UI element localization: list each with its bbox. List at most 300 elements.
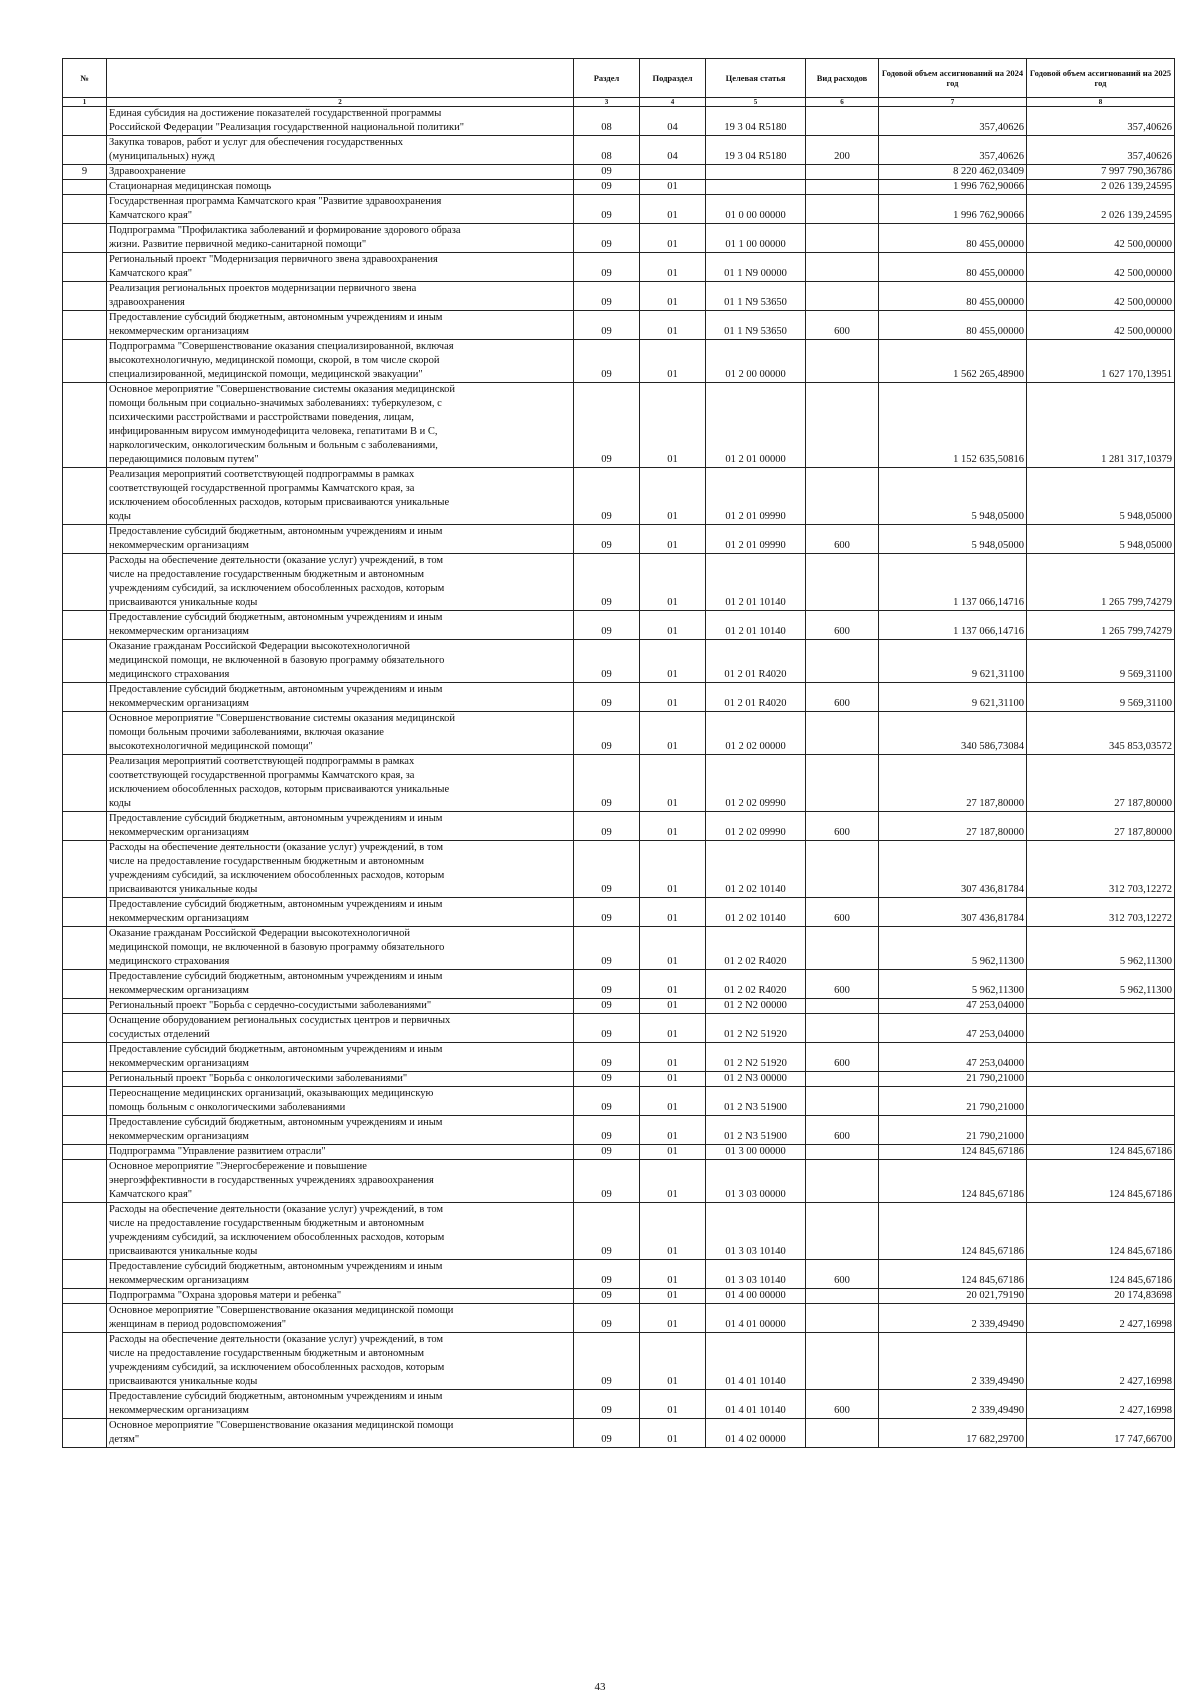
target-article-code: 01 2 N2 51920 [706,1014,806,1043]
section-code: 08 [574,107,640,136]
expense-type-code [806,1087,879,1116]
subsection-code: 01 [640,1203,706,1260]
item-name-line: жизни. Развитие первичной медико-санитарной помощи" [109,239,367,250]
table-row [63,841,1175,898]
amount-2024: 2 339,49490 [879,1333,1027,1390]
item-name [107,195,574,224]
target-article-code: 01 3 03 10140 [706,1260,806,1289]
amount-2025: 357,40626 [1027,136,1175,165]
expense-type-code [806,841,879,898]
item-name [107,970,574,999]
subsection-code: 01 [640,1072,706,1087]
amount-2025: 124 845,67186 [1027,1203,1175,1260]
amount-2025: 42 500,00000 [1027,224,1175,253]
expense-type-code [806,282,879,311]
section-code: 09 [574,1116,640,1145]
subsection-code: 01 [640,611,706,640]
section-code: 09 [574,640,640,683]
item-name-line: высокотехнологичной медицинской помощи" [109,741,313,752]
amount-2024: 357,40626 [879,136,1027,165]
item-name-line: сосудистых отделений [109,1029,210,1040]
subsection-code: 01 [640,1014,706,1043]
row-number [63,224,107,253]
amount-2025: 42 500,00000 [1027,253,1175,282]
table-row [63,165,1175,180]
item-name [107,1087,574,1116]
item-name-line: Предоставление субсидий бюджетным, автономным учреждениям и иным [109,1261,443,1272]
amount-2024: 5 962,11300 [879,970,1027,999]
amount-2024: 47 253,04000 [879,1043,1027,1072]
amount-2025: 9 569,31100 [1027,683,1175,712]
table-row [63,1160,1175,1203]
item-name-line: некоммерческим организациям [109,827,249,838]
item-name-line: детям" [109,1434,140,1445]
item-name [107,1333,574,1390]
row-number [63,468,107,525]
item-name-line: (муниципальных) нужд [109,151,215,162]
item-name-line: высокотехнологичную, медицинской помощи, скорой, в том числе скорой [109,355,440,366]
table-row [63,468,1175,525]
item-name-line: числе на предоставление государственным бюджетным и автономным [109,856,425,867]
item-name-line: Предоставление субсидий бюджетным, автономным учреждениям и иным [109,312,443,323]
row-number [63,253,107,282]
item-name-line: Государственная программа Камчатского края "Развитие здравоохранения [109,196,442,207]
amount-2024: 1 137 066,14716 [879,554,1027,611]
target-article-code: 01 2 01 R4020 [706,640,806,683]
target-article-code: 01 3 03 00000 [706,1160,806,1203]
row-number [63,282,107,311]
item-name-line: Региональный проект "Борьба с сердечно-сосудистыми заболеваниями" [109,1000,432,1011]
budget-table-sheet [62,58,1174,1448]
section-code: 09 [574,383,640,468]
target-article-code: 01 2 02 R4020 [706,927,806,970]
subsection-code: 01 [640,340,706,383]
row-number [63,1072,107,1087]
target-article-code: 01 1 N9 53650 [706,282,806,311]
item-name [107,1116,574,1145]
section-code: 09 [574,999,640,1014]
target-article-code: 01 2 01 R4020 [706,683,806,712]
amount-2025: 2 427,16998 [1027,1390,1175,1419]
section-code: 09 [574,1419,640,1448]
row-number [63,340,107,383]
subsection-code: 01 [640,253,706,282]
item-name-line: Предоставление субсидий бюджетным, автономным учреждениям и иным [109,526,443,537]
table-row [63,611,1175,640]
item-name [107,468,574,525]
item-name-line: присваиваются уникальные коды [109,1376,258,1387]
subsection-code: 01 [640,1304,706,1333]
row-number [63,1390,107,1419]
amount-2024: 307 436,81784 [879,841,1027,898]
expense-type-code: 600 [806,1390,879,1419]
subsection-code: 01 [640,1260,706,1289]
row-number [63,383,107,468]
row-number [63,812,107,841]
section-code: 09 [574,554,640,611]
item-name-line: медицинского страхования [109,669,230,680]
item-name-line: учреждениям субсидий, за исключением обособленных расходов, которым [109,583,445,594]
target-article-code: 01 1 N9 53650 [706,311,806,340]
item-name [107,165,574,180]
amount-2024: 5 948,05000 [879,468,1027,525]
header-allocation-2025: Годовой объем ассигнований на 2025 год [1027,59,1175,98]
subsection-code: 01 [640,999,706,1014]
row-number [63,136,107,165]
item-name-line: исключением обособленных расходов, которым присваиваются уникальные [109,497,450,508]
item-name [107,1014,574,1043]
expense-type-code [806,712,879,755]
expense-type-code [806,195,879,224]
item-name [107,180,574,195]
amount-2025: 27 187,80000 [1027,755,1175,812]
item-name-line: энергоэффективности в государственных учреждениях здравоохранения [109,1175,434,1186]
item-name-line: Здравоохранение [109,166,186,177]
subsection-code: 01 [640,180,706,195]
amount-2025: 2 427,16998 [1027,1304,1175,1333]
expense-type-code [806,927,879,970]
row-number [63,1116,107,1145]
target-article-code: 01 4 01 10140 [706,1390,806,1419]
subsection-code: 04 [640,136,706,165]
subsection-code: 01 [640,1419,706,1448]
amount-2025: 7 997 790,36786 [1027,165,1175,180]
target-article-code: 01 2 02 00000 [706,712,806,755]
section-code: 09 [574,1043,640,1072]
expense-type-code: 600 [806,1260,879,1289]
target-article-code: 01 2 01 10140 [706,554,806,611]
item-name [107,898,574,927]
item-name-line: некоммерческим организациям [109,1405,249,1416]
item-name-line: Реализация мероприятий соответствующей подпрограммы в рамках [109,469,415,480]
column-number: 1 [63,98,107,107]
expense-type-code: 600 [806,970,879,999]
expense-type-code [806,180,879,195]
subsection-code: 01 [640,927,706,970]
amount-2024: 80 455,00000 [879,224,1027,253]
table-row [63,1014,1175,1043]
amount-2024: 124 845,67186 [879,1203,1027,1260]
item-name [107,383,574,468]
section-code: 09 [574,525,640,554]
item-name-line: коды [109,511,131,522]
amount-2024: 2 339,49490 [879,1390,1027,1419]
item-name-line: некоммерческим организациям [109,913,249,924]
subsection-code: 01 [640,683,706,712]
amount-2024: 17 682,29700 [879,1419,1027,1448]
row-number [63,1203,107,1260]
row-number [63,898,107,927]
item-name [107,1203,574,1260]
item-name-line: Российской Федерации "Реализация государственной национальной политики" [109,122,465,133]
amount-2025: 1 265 799,74279 [1027,611,1175,640]
table-row [63,970,1175,999]
amount-2024: 1 996 762,90066 [879,180,1027,195]
row-number [63,712,107,755]
amount-2024: 80 455,00000 [879,311,1027,340]
amount-2024: 340 586,73084 [879,712,1027,755]
item-name-line: помощи больным при социально-значимых заболеваниях: туберкулезом, с [109,398,442,409]
amount-2024: 8 220 462,03409 [879,165,1027,180]
item-name-line: соответствующей государственной программы Камчатского края, за [109,770,415,781]
row-number [63,311,107,340]
row-number [63,683,107,712]
item-name-line: Основное мероприятие "Совершенствование оказания медицинской помощи [109,1305,454,1316]
table-row [63,282,1175,311]
item-name [107,1419,574,1448]
column-number: 2 [107,98,574,107]
subsection-code: 01 [640,1087,706,1116]
section-code: 09 [574,712,640,755]
item-name-line: Расходы на обеспечение деятельности (оказание услуг) учреждений, в том [109,1204,444,1215]
expense-type-code [806,165,879,180]
target-article-code: 01 2 01 00000 [706,383,806,468]
item-name-line: Переоснащение медицинских организаций, оказывающих медицинскую [109,1088,434,1099]
item-name-line: присваиваются уникальные коды [109,597,258,608]
subsection-code: 01 [640,468,706,525]
subsection-code: 04 [640,107,706,136]
subsection-code: 01 [640,755,706,812]
row-number [63,970,107,999]
amount-2024: 21 790,21000 [879,1087,1027,1116]
expense-type-code [806,1072,879,1087]
amount-2024: 5 948,05000 [879,525,1027,554]
row-number [63,1304,107,1333]
section-code: 09 [574,970,640,999]
row-number [63,1087,107,1116]
amount-2025 [1027,1014,1175,1043]
row-number [63,927,107,970]
amount-2025: 20 174,83698 [1027,1289,1175,1304]
section-code: 09 [574,253,640,282]
expense-type-code [806,554,879,611]
target-article-code: 01 2 00 00000 [706,340,806,383]
row-number [63,1160,107,1203]
table-row [63,224,1175,253]
amount-2025: 1 265 799,74279 [1027,554,1175,611]
item-name-line: Подпрограмма "Профилактика заболеваний и формирование здорового образа [109,225,461,236]
row-number [63,1014,107,1043]
item-name [107,1304,574,1333]
table-row [63,755,1175,812]
target-article-code: 01 2 N3 51900 [706,1087,806,1116]
section-code: 09 [574,1333,640,1390]
item-name-line: наркологическим, онкологическим больным и больным с заболеваниями, [109,440,438,451]
item-name [107,1289,574,1304]
amount-2024: 47 253,04000 [879,1014,1027,1043]
header-section: Раздел [574,59,640,98]
subsection-code: 01 [640,383,706,468]
amount-2025: 5 948,05000 [1027,468,1175,525]
section-code: 08 [574,136,640,165]
table-row [63,180,1175,195]
amount-2025: 124 845,67186 [1027,1260,1175,1289]
amount-2025: 5 962,11300 [1027,927,1175,970]
item-name-line: присваиваются уникальные коды [109,884,258,895]
item-name [107,999,574,1014]
subsection-code: 01 [640,1160,706,1203]
amount-2024: 21 790,21000 [879,1072,1027,1087]
item-name [107,841,574,898]
section-code: 09 [574,1160,640,1203]
subsection-code: 01 [640,1145,706,1160]
item-name-line: Предоставление субсидий бюджетным, автономным учреждениям и иным [109,1117,443,1128]
section-code: 09 [574,282,640,311]
subsection-code: 01 [640,1333,706,1390]
target-article-code: 01 2 01 09990 [706,525,806,554]
expense-type-code [806,1289,879,1304]
amount-2024: 27 187,80000 [879,812,1027,841]
table-row [63,1289,1175,1304]
amount-2025: 357,40626 [1027,107,1175,136]
item-name-line: Подпрограмма "Совершенствование оказания специализированной, включая [109,341,454,352]
expense-type-code: 600 [806,812,879,841]
section-code: 09 [574,1072,640,1087]
row-number [63,999,107,1014]
budget-allocation-table [62,58,1175,1448]
header-num: № [63,59,107,98]
subsection-code: 01 [640,224,706,253]
subsection-code: 01 [640,311,706,340]
expense-type-code: 600 [806,1116,879,1145]
item-name [107,1043,574,1072]
section-code: 09 [574,841,640,898]
item-name-line: Камчатского края" [109,1189,193,1200]
item-name-line: Предоставление субсидий бюджетным, автономным учреждениям и иным [109,684,443,695]
item-name-line: инфицированным вирусом иммунодефицита человека, гепатитами В и С, [109,426,438,437]
item-name [107,525,574,554]
item-name-line: Закупка товаров, работ и услуг для обеспечения государственных [109,137,404,148]
item-name-line: передающимися половым путем" [109,454,259,465]
header-row [63,59,1175,98]
subsection-code [640,165,706,180]
column-number: 7 [879,98,1027,107]
amount-2024: 124 845,67186 [879,1160,1027,1203]
item-name-line: Предоставление субсидий бюджетным, автономным учреждениям и иным [109,971,443,982]
header-allocation-2024: Годовой объем ассигнований на 2024 год [879,59,1027,98]
table-row [63,683,1175,712]
amount-2024: 5 962,11300 [879,927,1027,970]
table-row [63,640,1175,683]
item-name-line: Региональный проект "Модернизация первичного звена здравоохранения [109,254,438,265]
table-body [63,107,1175,1448]
item-name-line: Оказание гражданам Российской Федерации высокотехнологичной [109,641,411,652]
section-code: 09 [574,927,640,970]
table-row [63,1390,1175,1419]
expense-type-code [806,1419,879,1448]
item-name-line: Основное мероприятие "Совершенствование оказания медицинской помощи [109,1420,454,1431]
expense-type-code: 600 [806,525,879,554]
section-code: 09 [574,195,640,224]
amount-2025: 42 500,00000 [1027,282,1175,311]
target-article-code: 01 2 N3 51900 [706,1116,806,1145]
subsection-code: 01 [640,1116,706,1145]
item-name-line: Камчатского края" [109,210,193,221]
expense-type-code [806,1014,879,1043]
expense-type-code [806,107,879,136]
item-name-line: Расходы на обеспечение деятельности (оказание услуг) учреждений, в том [109,555,444,566]
table-row [63,1072,1175,1087]
target-article-code: 19 3 04 R5180 [706,136,806,165]
table-row [63,1043,1175,1072]
subsection-code: 01 [640,812,706,841]
section-code: 09 [574,898,640,927]
item-name-line: Оказание гражданам Российской Федерации высокотехнологичной [109,928,411,939]
section-code: 09 [574,683,640,712]
item-name-line: учреждениям субсидий, за исключением обособленных расходов, которым [109,1232,445,1243]
section-code: 09 [574,611,640,640]
row-number [63,841,107,898]
target-article-code: 01 4 02 00000 [706,1419,806,1448]
amount-2025: 9 569,31100 [1027,640,1175,683]
row-number [63,1260,107,1289]
target-article-code: 01 2 N2 51920 [706,1043,806,1072]
target-article-code: 01 3 03 10140 [706,1203,806,1260]
item-name-line: помощи больным прочими заболеваниями, включая оказание [109,727,384,738]
row-number [63,640,107,683]
amount-2024: 2 339,49490 [879,1304,1027,1333]
table-row [63,554,1175,611]
expense-type-code [806,1203,879,1260]
amount-2025: 312 703,12272 [1027,841,1175,898]
item-name-line: Основное мероприятие "Совершенствование системы оказания медицинской [109,713,456,724]
item-name-line: некоммерческим организациям [109,540,249,551]
target-article-code: 01 2 N3 00000 [706,1072,806,1087]
item-name-line: медицинской помощи, не включенной в базовую программу обязательного [109,655,445,666]
item-name-line: помощь больным с онкологическими заболеваниями [109,1102,346,1113]
item-name-line: Стационарная медицинская помощь [109,181,272,192]
table-row [63,999,1175,1014]
target-article-code: 01 2 02 10140 [706,898,806,927]
target-article-code: 01 2 N2 00000 [706,999,806,1014]
expense-type-code [806,383,879,468]
expense-type-code [806,1145,879,1160]
expense-type-code [806,1333,879,1390]
table-row [63,898,1175,927]
amount-2024: 80 455,00000 [879,282,1027,311]
target-article-code: 01 4 00 00000 [706,1289,806,1304]
expense-type-code: 600 [806,1043,879,1072]
item-name-line: некоммерческим организациям [109,1275,249,1286]
section-code: 09 [574,1145,640,1160]
row-number [63,1419,107,1448]
amount-2024: 1 137 066,14716 [879,611,1027,640]
item-name-line: Предоставление субсидий бюджетным, автономным учреждениям и иным [109,813,443,824]
table-row [63,383,1175,468]
item-name-line: учреждениям субсидий, за исключением обособленных расходов, которым [109,1362,445,1373]
amount-2025: 42 500,00000 [1027,311,1175,340]
amount-2024: 357,40626 [879,107,1027,136]
table-row [63,1419,1175,1448]
amount-2025: 2 427,16998 [1027,1333,1175,1390]
amount-2025 [1027,1072,1175,1087]
amount-2025: 345 853,03572 [1027,712,1175,755]
row-number [63,554,107,611]
target-article-code: 01 2 02 R4020 [706,970,806,999]
expense-type-code [806,253,879,282]
row-number [63,107,107,136]
row-number [63,1289,107,1304]
amount-2025 [1027,999,1175,1014]
item-name-line: числе на предоставление государственным бюджетным и автономным [109,1218,425,1229]
amount-2025: 124 845,67186 [1027,1145,1175,1160]
target-article-code: 01 1 00 00000 [706,224,806,253]
subsection-code: 01 [640,1289,706,1304]
subsection-code: 01 [640,640,706,683]
amount-2024: 124 845,67186 [879,1145,1027,1160]
item-name-line: учреждениям субсидий, за исключением обособленных расходов, которым [109,870,445,881]
item-name-line: некоммерческим организациям [109,626,249,637]
